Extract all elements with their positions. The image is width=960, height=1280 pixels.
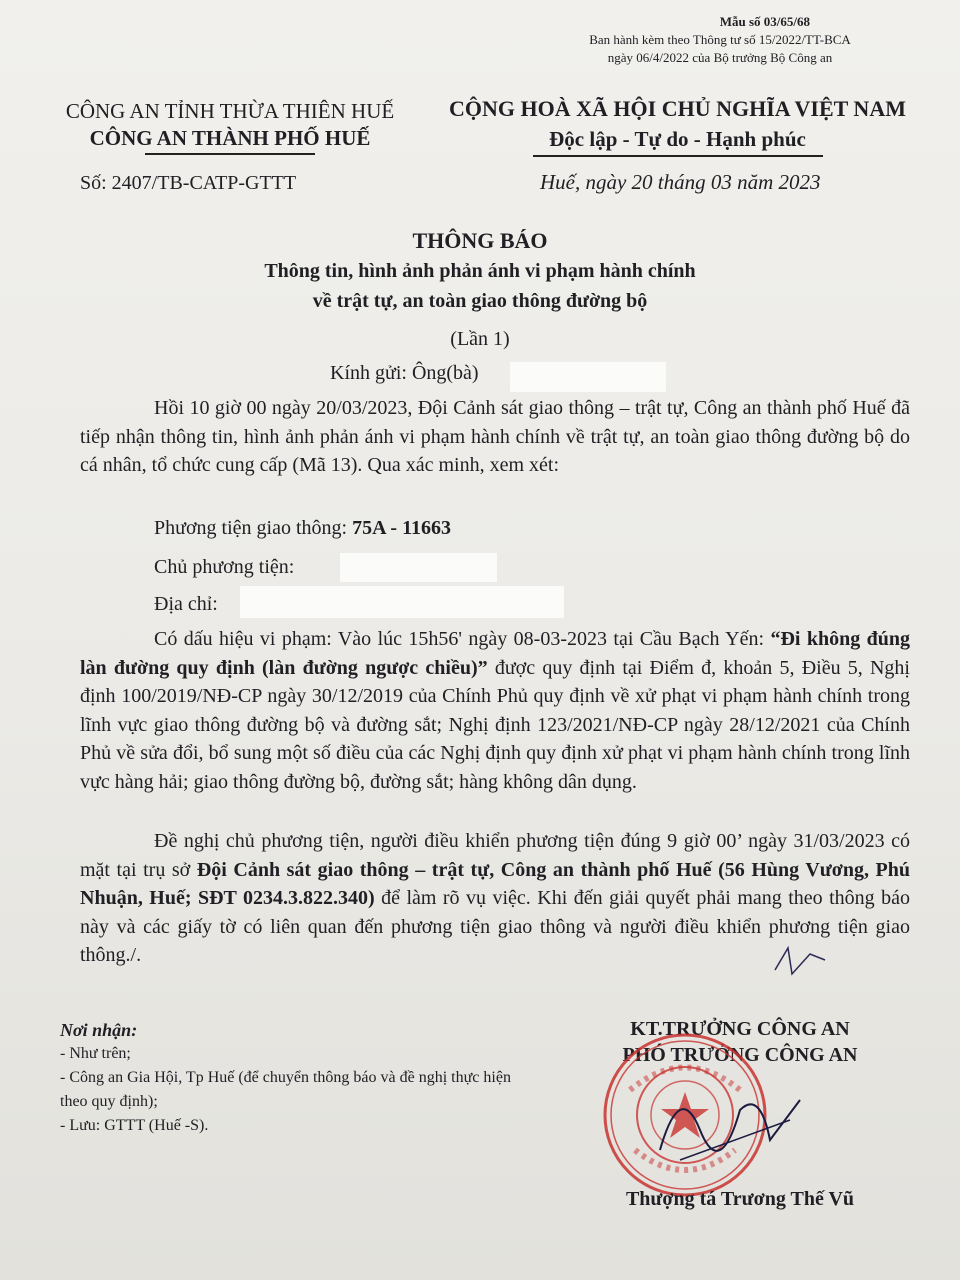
addressee-label: Kính gửi: Ông(bà) — [330, 362, 479, 384]
recipient-item-3: - Lưu: GTTT (Huế -S). — [60, 1117, 209, 1134]
form-reference-line1: Ban hành kèm theo Thông tư số 15/2022/TT-BCA — [589, 32, 851, 47]
request-intro: Đề nghị chủ phương tiện, người điều khiển phương tiện đúng 9 giờ 00’ ngày 31/03/2023 có mặt tại trụ sở — [80, 830, 910, 881]
national-title: CỘNG HOÀ XÃ HỘI CHỦ NGHĨA VIỆT NAM — [449, 96, 906, 121]
violation-intro: Có dấu hiệu vi phạm: Vào lúc 15h56' ngày 08-03-2023 tại Cầu Bạch Yến: — [154, 628, 771, 650]
signer-name: Thượng tá Trương Thế Vũ — [625, 1188, 855, 1210]
recipients-block — [60, 1018, 530, 1138]
vehicle-label: Phương tiện giao thông: — [154, 517, 353, 539]
address-redaction — [240, 586, 564, 618]
request-place: Đội Cảnh sát giao thông – trật tự, Công an thành phố Huế (56 Hùng Vương, Phú Nhuận, Huế; SĐT 0234.3.822.340) — [80, 858, 910, 909]
addressee-redaction — [510, 362, 666, 392]
national-header — [440, 94, 915, 157]
document-title: THÔNG BÁO — [412, 228, 548, 253]
paragraph-violation — [80, 625, 910, 796]
violation-legal-basis: được quy định tại Điểm đ, khoản 5, Điều 5, Nghị định 100/2019/NĐ-CP ngày 30/12/2019 của Chính Phủ quy định về xử phạt vi phạm hành chính trong lĩnh vực giao thông đường bộ và đường sắt; Nghị định 123/2021/NĐ-CP ngày 28/12/2021 của Chính Phủ về sửa đổi, bổ sung một số điều của các Nghị định quy định xử phạt vi phạm hành chính trong lĩnh vực hàng hải; giao thông đường bộ, đường sắt; hàng không dân dụng. — [80, 656, 910, 793]
violation-description: “Đi không đúng làn đường quy định (làn đường ngược chiều)” — [80, 628, 910, 679]
address-label: Địa chỉ: — [154, 593, 218, 615]
paragraph-receipt: Hồi 10 giờ 00 ngày 20/03/2023, Đội Cảnh sát giao thông – trật tự, Công an thành phố Huế đã tiếp nhận thông tin, hình ảnh phản ánh vi phạm hành chính về trật tự, an toàn giao thông đường bộ do cá nhân, tổ chức cung cấp (Mã 13). Qua xác minh, xem xét: — [80, 397, 910, 476]
request-rest: để làm rõ vụ việc. Khi đến giải quyết phải mang theo thông báo này và các giấy tờ có liên quan đến phương tiện giao thông và người điều khiển phương tiện giao thông./. — [80, 887, 911, 966]
recipients-heading: Nơi nhận: — [60, 1020, 138, 1040]
recipient-item-2: - Công an Gia Hội, Tp Huế (để chuyển thông báo và đề nghị thực hiện theo quy định); — [60, 1069, 511, 1110]
motto-underline — [533, 155, 823, 157]
recipient-item-1: - Như trên; — [60, 1045, 131, 1062]
document-subtitle-2: về trật tự, an toàn giao thông đường bộ — [312, 290, 648, 312]
vehicle-line — [154, 517, 451, 540]
agency-parent: CÔNG AN TỈNH THỪA THIÊN HUẾ — [65, 99, 395, 123]
initial-mark — [770, 940, 830, 980]
signature-title-2: PHÓ TRƯỞNG CÔNG AN — [622, 1044, 858, 1066]
document-subtitle-1: Thông tin, hình ảnh phản ánh vi phạm hành chính — [264, 260, 696, 282]
national-motto: Độc lập - Tự do - Hạnh phúc — [549, 127, 806, 151]
form-reference-line2: ngày 06/4/2022 của Bộ trưởng Bộ Công an — [607, 50, 833, 65]
document-edition: (Lần 1) — [450, 328, 510, 350]
signature-title-1: KT.TRƯỞNG CÔNG AN — [630, 1018, 850, 1040]
agency-underline — [145, 153, 315, 155]
owner-redaction — [340, 553, 497, 582]
owner-label: Chủ phương tiện: — [154, 556, 295, 578]
document-number: Số: 2407/TB-CATP-GTTT — [80, 172, 297, 194]
signature-icon — [640, 1060, 820, 1180]
issuing-agency-header — [30, 98, 430, 155]
form-reference — [555, 31, 885, 67]
vehicle-plate: 75A - 11663 — [352, 517, 451, 539]
form-number: Mẫu số 03/65/68 — [719, 14, 810, 29]
document-date: Huế, ngày 20 tháng 03 năm 2023 — [540, 170, 821, 194]
agency-name: CÔNG AN THÀNH PHỐ HUẾ — [89, 126, 371, 150]
